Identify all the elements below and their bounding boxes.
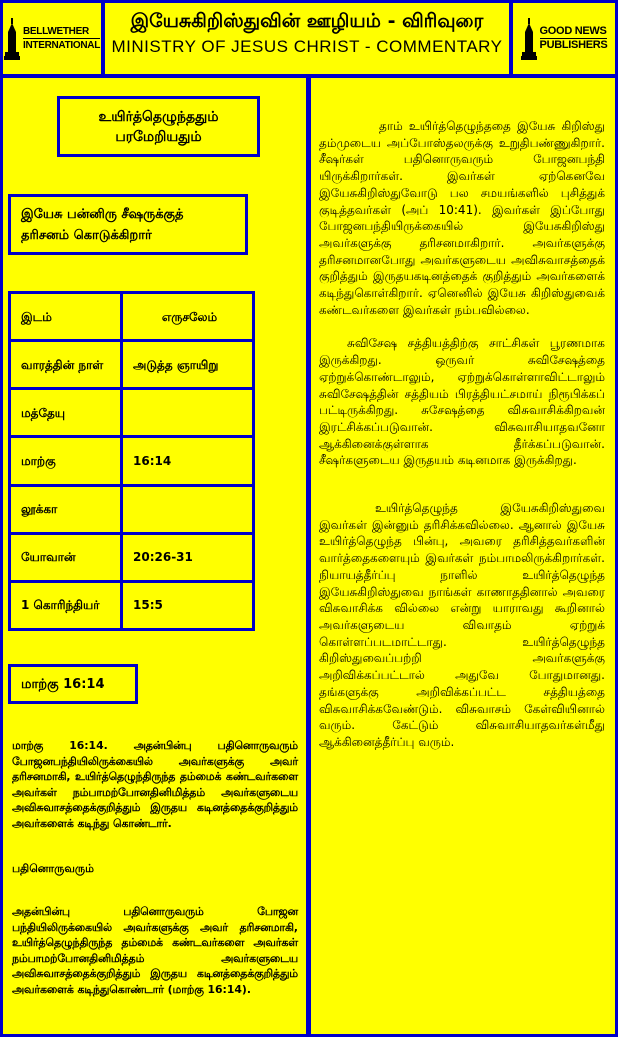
subheading-line: இயேசு பன்னிரு சீஷருக்குத் [21, 206, 184, 222]
logo-line: PUBLISHERS [539, 39, 608, 51]
row-value: 15:5 [122, 581, 254, 629]
good-news-logo [513, 3, 615, 74]
section-subheading [8, 194, 248, 255]
row-value [122, 485, 254, 533]
row-label: இடம் [10, 293, 122, 341]
row-value: 16:14 [122, 437, 254, 485]
heading-line: பரமேறியதும் [115, 128, 202, 145]
bellwether-logo [3, 3, 101, 74]
table-row [10, 581, 254, 629]
verse-reference-box [8, 664, 138, 704]
header-title [105, 3, 509, 74]
table-row [10, 437, 254, 485]
tower-icon [521, 18, 537, 60]
table-row [10, 341, 254, 389]
page-title-english: MINISTRY OF JESUS CHRIST - COMMENTARY [111, 37, 503, 56]
reference-table [8, 291, 255, 631]
commentary-paragraph: சுவிசேஷ சத்தியத்திற்கு சாட்சிகள் பூரணமாக இருக்கிறது. ஒருவர் சுவிசேஷத்தை ஏற்றுக்கொண்டாலும், ஏற்றுக்கொள்ளாவிட்டாலும் சுவிசேஷத்தின் சத்தியம் பிரத்தியட்சமாய் நிரூபிக்கப் பட்டிருக்கிறது. சுசேஷத்தை விசுவாசிக்கிறவன் இரட்சிக்கப்படுவான். விசுவாசியாதவனோ ஆக்கினைக்குள்ளாக தீர்க்கப்படுவான். சீஷர்களுடைய இருதயம் கடினமாக இருக்கிறது. [319, 336, 605, 468]
table-row [10, 533, 254, 581]
row-value: 20:26-31 [122, 533, 254, 581]
verse-text: மாற்கு 16:14. அதன்பின்பு பதினொருவரும் போஜனபந்தியிலிருக்கையில் அவர்களுக்கு அவர் தரிசனமாகி, உயிர்த்தெழுந்திருந்த தம்மைக் கண்டவர்களை அவர்கள் நம்பாமற்போனதினிமித்தம் அவர்களுடைய அவிசுவாசத்தைக்குறித்தும் இருதய கடினத்தைக்குறித்தும் அவர்களைக் கடிந்து கொண்டார். [12, 739, 298, 830]
commentary-paragraph: உயிர்த்தெழுந்த இயேசுகிறிஸ்துவை இவர்கள் இன்னும் தரிசிக்கவில்லை. ஆனால் இயேசு உயிர்த்தெழுந்த பின்பு, அவரை தரிசித்தவர்களின் வார்த்தைகளையும் இவர்கள் நம்பாமலிருக்கிறார்கள். நியாயத்தீர்ப்பு நாளில் உயிர்த்தெழுந்த இயேசுகிறிஸ்துவை நாங்கள் காணாததினால் அவரை விசுவாசிக்க வில்லை என்று யாராவது கூறினால் அவர்களுடைய விவாதம் ஏற்றுக் கொள்ளப்படமாட்டாது. உயிர்த்தெழுந்த கிறிஸ்துவைப்பற்றி அவர்களுக்கு அறிவிக்கப்பட்டால் அதுவே போதுமானது. தங்களுக்கு அறிவிக்கப்பட்ட சத்தியத்தை விசுவாசிக்கவேண்டும். விசுவாசம் கேள்வியினால் வரும். கேட்டும் விசுவாசியாதவர்கள்மீது ஆக்கினைத்தீர்ப்பு வரும். [319, 501, 605, 749]
logo-line: BELLWETHER [23, 25, 100, 39]
commentary-column [311, 78, 615, 1034]
row-value: அடுத்த ஞாயிறு [122, 341, 254, 389]
logo-line: INTERNATIONAL [22, 40, 101, 51]
tower-icon [4, 18, 20, 60]
verse-reference: மாற்கு 16:14 [21, 676, 105, 692]
section-heading [57, 96, 260, 157]
page-title-tamil: இயேசுகிறிஸ்துவின் ஊழியம் - விரிவுரை [130, 10, 484, 32]
row-label: மாற்கு [10, 437, 122, 485]
row-label: லூக்கா [10, 485, 122, 533]
point-text: அதன்பின்பு பதினொருவரும் போஜன பந்தியிலிருக்கையில் அவர்களுக்கு அவர் தரிசனமாகி, உயிர்த்தெழுந்திருந்த தம்மைக் கண்டவர்களை அவர்கள் நம்பாமற்போனதினிமித்தம் அவர்களுடைய அவிசுவாசத்தைக்குறித்தும் இருதய கடினத்தைக்குறித்தும் அவர்களைக் கடிந்துகொண்டார் (மாற்கு 16:14). [12, 905, 298, 996]
row-label: 1 கொரிந்தியர் [10, 581, 122, 629]
row-label: மத்தேயு [10, 389, 122, 437]
row-value: எருசலேம் [122, 293, 254, 341]
logo-line: GOOD NEWS [539, 25, 607, 37]
row-label: வாரத்தின் நாள் [10, 341, 122, 389]
subheading-line: தரிசனம் கொடுக்கிறார் [21, 227, 152, 243]
point-label: பதினொருவரும் [12, 862, 94, 875]
table-row [10, 389, 254, 437]
row-label: யோவான் [10, 533, 122, 581]
commentary-paragraph: தாம் உயிர்த்தெழுந்ததை இயேசு கிறிஸ்து தம்முடைய அப்போஸ்தலருக்கு உறுதிபண்ணுகிறார். சீஷர்கள் பதினொருவரும் போஜனபந்தி யிருக்கிறார்கள். இவர்கள் ஏற்கெனவே இயேசுகிறிஸ்துவோடு பல சமயங்களில் புசித்துக் குடித்தவர்கள் (அப் 10:41). இவர்கள் இப்போது போஜனபந்தியிருக்கையில் இயேசுகிறிஸ்து அவர்களுக்கு தரிசனமாகிறார். அவர்களுக்கு தரிசனமானபோது அவர்களுடைய அவிசுவாசத்தைக் குறித்தும் இருதயகடினத்தைக் குறித்தும் அவர்களைக் கடிந்துகொள்கிறார். ஏனெனில் இயேசு கிறிஸ்துவைக் கண்டவர்களை இவர்கள் நம்பவில்லை. [319, 119, 605, 317]
heading-line: உயிர்த்தெழுந்ததும் [98, 108, 219, 125]
row-value [122, 389, 254, 437]
table-row [10, 485, 254, 533]
table-row [10, 293, 254, 341]
